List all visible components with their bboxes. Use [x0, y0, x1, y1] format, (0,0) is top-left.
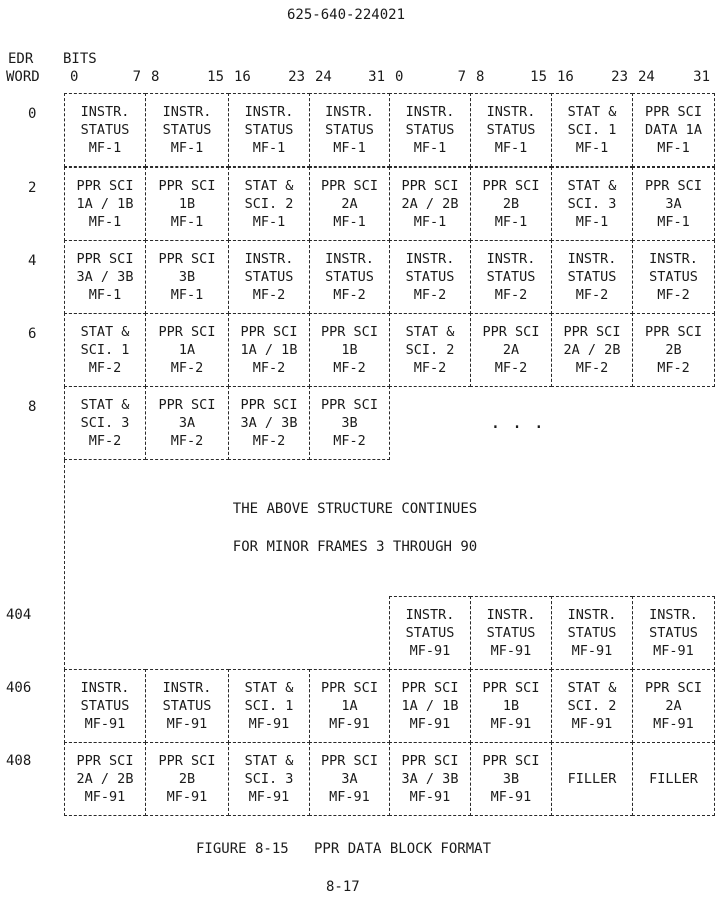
- cell-text: STAT &: [567, 104, 617, 120]
- cell-text: STATUS: [567, 625, 617, 641]
- word-cell: [551, 93, 633, 167]
- cell-text: 2A / 2B: [563, 342, 621, 358]
- word-cell: [551, 240, 633, 314]
- cell-text: SCI. 1: [244, 698, 294, 714]
- cell-text: MF-2: [252, 433, 286, 449]
- word-cell: [64, 669, 146, 743]
- word-cell: [470, 240, 552, 314]
- cell-text: PPR SCI: [482, 753, 540, 769]
- cell-text: MF-2: [333, 360, 366, 376]
- cell-text: MF-91: [248, 789, 290, 805]
- cell-text: INSTR.: [162, 680, 212, 696]
- cell-text: 3A / 3B: [401, 771, 459, 787]
- bits-header: BITS: [63, 51, 97, 67]
- word-cell: [228, 240, 310, 314]
- word-cell: [64, 167, 146, 241]
- cell-text: STAT &: [80, 397, 130, 413]
- cell-text: STATUS: [405, 122, 455, 138]
- bit-label-end: 15: [530, 69, 547, 85]
- cell-text: MF-2: [494, 287, 528, 303]
- word-cell: [309, 313, 390, 387]
- edr-word-number: 408: [6, 753, 32, 769]
- cell-text: MF-91: [409, 716, 451, 732]
- cell-text: STATUS: [649, 625, 698, 641]
- word-cell: [309, 93, 390, 167]
- word-cell: [145, 386, 229, 460]
- cell-text: STATUS: [80, 698, 130, 714]
- cell-text: STAT &: [80, 324, 130, 340]
- cell-text: INSTR.: [405, 104, 455, 120]
- cell-text: PPR SCI: [76, 753, 134, 769]
- word-cell: [145, 669, 229, 743]
- cell-text: SCI. 3: [80, 415, 130, 431]
- cell-text: INSTR.: [80, 104, 130, 120]
- cell-text: MF-1: [170, 140, 204, 156]
- cell-text: PPR SCI: [645, 104, 702, 120]
- cell-text: 3A / 3B: [76, 269, 134, 285]
- cell-text: 2B: [178, 771, 196, 787]
- figure-caption: FIGURE 8-15 PPR DATA BLOCK FORMAT: [196, 841, 492, 857]
- cell-text: STAT &: [244, 680, 294, 696]
- word-cell: [632, 742, 715, 816]
- cell-text: INSTR.: [162, 104, 212, 120]
- cell-text: MF-2: [88, 360, 122, 376]
- word-cell: [470, 313, 552, 387]
- cell-text: 2B: [665, 342, 682, 358]
- cell-text: STAT &: [244, 753, 294, 769]
- cell-text: INSTR.: [405, 607, 455, 623]
- word-cell: [145, 167, 229, 241]
- word-cell: [470, 167, 552, 241]
- word-cell: [228, 167, 310, 241]
- word-cell: [145, 742, 229, 816]
- cell-text: 1A: [341, 698, 358, 714]
- bit-label-start: 0: [70, 69, 79, 85]
- cell-text: 1B: [341, 342, 358, 358]
- cell-text: 3A / 3B: [240, 415, 298, 431]
- cell-text: 3A: [341, 771, 358, 787]
- cell-text: MF-91: [409, 789, 451, 805]
- cell-text: INSTR.: [244, 104, 294, 120]
- bit-label-start: 0: [395, 69, 404, 85]
- word-cell: [470, 596, 552, 670]
- cell-text: 3B: [341, 415, 358, 431]
- cell-text: 1A / 1B: [76, 196, 134, 212]
- word-cell: [632, 313, 715, 387]
- cell-text: STATUS: [486, 625, 536, 641]
- word-cell: [228, 313, 310, 387]
- cell-text: MF-1: [88, 287, 122, 303]
- cell-text: MF-2: [170, 433, 204, 449]
- word-cell: [389, 313, 471, 387]
- cell-text: MF-1: [575, 214, 609, 230]
- continuation-right-border: [389, 596, 390, 670]
- word-cell: [551, 167, 633, 241]
- cell-text: STATUS: [162, 122, 212, 138]
- cell-text: INSTR.: [405, 251, 455, 267]
- cell-text: 1B: [178, 196, 196, 212]
- word-cell: [145, 313, 229, 387]
- word-cell: [64, 313, 146, 387]
- bit-label-end: 23: [611, 69, 628, 85]
- cell-text: PPR SCI: [321, 178, 378, 194]
- cell-text: 1A: [178, 342, 196, 358]
- cell-text: MF-91: [653, 716, 694, 732]
- cell-text: PPR SCI: [482, 324, 540, 340]
- bit-label-start: 24: [315, 69, 332, 85]
- doc-number: 625-640-224021: [287, 7, 406, 23]
- cell-text: MF-1: [657, 214, 690, 230]
- continuation-line-1: THE ABOVE STRUCTURE CONTINUES: [232, 501, 478, 517]
- cell-text: STATUS: [244, 269, 294, 285]
- cell-text: MF-2: [170, 360, 204, 376]
- edr-word-number: 2: [28, 180, 37, 196]
- cell-text: MF-91: [248, 716, 290, 732]
- cell-text: MF-91: [653, 643, 694, 659]
- cell-text: INSTR.: [567, 607, 617, 623]
- cell-text: MF-2: [657, 360, 690, 376]
- cell-text: 2A: [665, 698, 682, 714]
- cell-text: MF-2: [252, 287, 286, 303]
- word-cell: [228, 386, 310, 460]
- cell-text: PPR SCI: [482, 680, 540, 696]
- cell-text: INSTR.: [325, 251, 374, 267]
- cell-text: STATUS: [325, 122, 374, 138]
- edr-word-number: 4: [28, 253, 37, 269]
- word-cell: [551, 669, 633, 743]
- cell-text: PPR SCI: [158, 753, 216, 769]
- cell-text: MF-91: [490, 789, 532, 805]
- cell-text: FILLER: [649, 771, 698, 787]
- cell-text: 1B: [502, 698, 520, 714]
- cell-text: INSTR.: [486, 104, 536, 120]
- cell-text: FILLER: [567, 771, 617, 787]
- cell-text: INSTR.: [649, 607, 698, 623]
- page-number: 8-17: [326, 879, 360, 895]
- cell-text: MF-1: [413, 214, 447, 230]
- word-cell: [632, 167, 715, 241]
- cell-text: PPR SCI: [482, 178, 540, 194]
- bit-label-end: 15: [207, 69, 224, 85]
- bit-label-end: 7: [132, 69, 141, 85]
- cell-text: PPR SCI: [645, 680, 702, 696]
- cell-text: MF-1: [252, 214, 286, 230]
- bit-label-start: 8: [476, 69, 485, 85]
- cell-text: PPR SCI: [158, 397, 216, 413]
- cell-text: 2A: [502, 342, 520, 358]
- cell-text: MF-2: [88, 433, 122, 449]
- cell-text: PPR SCI: [240, 324, 298, 340]
- cell-text: MF-2: [575, 360, 609, 376]
- cell-text: MF-1: [170, 214, 204, 230]
- cell-text: INSTR.: [244, 251, 294, 267]
- cell-text: MF-1: [88, 140, 122, 156]
- cell-text: INSTR.: [80, 680, 130, 696]
- cell-text: STATUS: [649, 269, 698, 285]
- word-cell: [551, 313, 633, 387]
- cell-text: MF-91: [329, 789, 370, 805]
- edr-word-number: 0: [28, 106, 37, 122]
- cell-text: STAT &: [567, 178, 617, 194]
- cell-text: MF-1: [170, 287, 204, 303]
- cell-text: PPR SCI: [321, 324, 378, 340]
- cell-text: PPR SCI: [76, 178, 134, 194]
- word-cell: [64, 742, 146, 816]
- word-header: WORD: [6, 69, 40, 85]
- word-cell: [389, 742, 471, 816]
- word-cell: [632, 669, 715, 743]
- cell-text: PPR SCI: [240, 397, 298, 413]
- cell-text: STATUS: [567, 269, 617, 285]
- bit-label-start: 24: [638, 69, 655, 85]
- word-cell: [470, 93, 552, 167]
- word-cell: [228, 742, 310, 816]
- cell-text: MF-91: [329, 716, 370, 732]
- cell-text: MF-91: [490, 643, 532, 659]
- word-cell: [309, 240, 390, 314]
- cell-text: STATUS: [405, 625, 455, 641]
- word-cell: [632, 240, 715, 314]
- cell-text: STATUS: [325, 269, 374, 285]
- word-cell: [64, 93, 146, 167]
- cell-text: SCI. 1: [80, 342, 130, 358]
- cell-text: INSTR.: [567, 251, 617, 267]
- cell-text: MF-2: [413, 287, 447, 303]
- bit-label-start: 16: [557, 69, 574, 85]
- cell-text: 1A / 1B: [240, 342, 298, 358]
- cell-text: 2A / 2B: [76, 771, 134, 787]
- cell-text: 3B: [502, 771, 520, 787]
- word-cell: [309, 386, 390, 460]
- cell-text: MF-1: [575, 140, 609, 156]
- cell-text: DATA 1A: [645, 122, 702, 138]
- cell-text: MF-2: [252, 360, 286, 376]
- bit-label-start: 16: [234, 69, 251, 85]
- continuation-left-border: [64, 460, 65, 670]
- cell-text: MF-91: [571, 643, 613, 659]
- cell-text: MF-1: [494, 214, 528, 230]
- cell-text: PPR SCI: [321, 397, 378, 413]
- word-cell: [64, 240, 146, 314]
- cell-text: SCI. 2: [405, 342, 455, 358]
- cell-text: PPR SCI: [401, 680, 459, 696]
- word-cell: [632, 93, 715, 167]
- cell-text: MF-91: [166, 716, 208, 732]
- cell-text: STATUS: [244, 122, 294, 138]
- cell-text: PPR SCI: [76, 251, 134, 267]
- cell-text: STAT &: [244, 178, 294, 194]
- word-cell: [309, 669, 390, 743]
- edr-word-number: 8: [28, 399, 37, 415]
- cell-text: SCI. 2: [567, 698, 617, 714]
- word-cell: [389, 240, 471, 314]
- cell-text: MF-1: [333, 214, 366, 230]
- cell-text: INSTR.: [325, 104, 374, 120]
- edr-word-number: 404: [6, 607, 32, 623]
- bit-label-end: 23: [288, 69, 305, 85]
- word-cell: [551, 596, 633, 670]
- cell-text: MF-1: [494, 140, 528, 156]
- cell-text: MF-2: [657, 287, 690, 303]
- bit-label-start: 8: [151, 69, 160, 85]
- cell-text: PPR SCI: [321, 753, 378, 769]
- cell-text: MF-1: [88, 214, 122, 230]
- continuation-line-2: FOR MINOR FRAMES 3 THROUGH 90: [232, 539, 478, 555]
- edr-header: EDR: [8, 51, 34, 67]
- cell-text: STATUS: [486, 269, 536, 285]
- cell-text: STATUS: [486, 122, 536, 138]
- edr-word-number: 406: [6, 680, 32, 696]
- word-cell: [309, 742, 390, 816]
- word-cell: [228, 93, 310, 167]
- cell-text: 3B: [178, 269, 196, 285]
- bit-label-end: 31: [693, 69, 710, 85]
- cell-text: INSTR.: [649, 251, 698, 267]
- word-cell: [389, 596, 471, 670]
- word-cell: [470, 669, 552, 743]
- cell-text: PPR SCI: [563, 324, 621, 340]
- cell-text: PPR SCI: [401, 753, 459, 769]
- cell-text: PPR SCI: [158, 324, 216, 340]
- ellipsis: . . .: [490, 412, 545, 433]
- cell-text: PPR SCI: [645, 178, 702, 194]
- cell-text: MF-1: [333, 140, 366, 156]
- cell-text: 2A / 2B: [401, 196, 459, 212]
- cell-text: 2B: [502, 196, 520, 212]
- cell-text: MF-91: [571, 716, 613, 732]
- word-cell: [470, 742, 552, 816]
- cell-text: 1A / 1B: [401, 698, 459, 714]
- cell-text: PPR SCI: [321, 680, 378, 696]
- cell-text: PPR SCI: [645, 324, 702, 340]
- cell-text: STAT &: [567, 680, 617, 696]
- cell-text: MF-91: [490, 716, 532, 732]
- word-cell: [64, 386, 146, 460]
- cell-text: MF-2: [413, 360, 447, 376]
- word-cell: [228, 669, 310, 743]
- word-cell: [389, 93, 471, 167]
- edr-word-number: 6: [28, 326, 37, 342]
- word-cell: [309, 167, 390, 241]
- word-cell: [551, 742, 633, 816]
- cell-text: INSTR.: [486, 251, 536, 267]
- cell-text: SCI. 3: [244, 771, 294, 787]
- cell-text: MF-2: [494, 360, 528, 376]
- word-cell: [389, 167, 471, 241]
- word-cell: [389, 669, 471, 743]
- cell-text: MF-91: [166, 789, 208, 805]
- cell-text: SCI. 2: [244, 196, 294, 212]
- word-cell: [145, 93, 229, 167]
- cell-text: MF-2: [333, 287, 366, 303]
- cell-text: 3A: [665, 196, 682, 212]
- bit-label-end: 31: [368, 69, 385, 85]
- cell-text: MF-2: [575, 287, 609, 303]
- cell-text: MF-2: [333, 433, 366, 449]
- cell-text: STATUS: [405, 269, 455, 285]
- cell-text: MF-91: [84, 716, 126, 732]
- cell-text: PPR SCI: [158, 251, 216, 267]
- cell-text: 3A: [178, 415, 196, 431]
- cell-text: 2A: [341, 196, 358, 212]
- cell-text: STATUS: [162, 698, 212, 714]
- cell-text: MF-1: [657, 140, 690, 156]
- cell-text: MF-1: [413, 140, 447, 156]
- cell-text: STATUS: [80, 122, 130, 138]
- cell-text: SCI. 1: [567, 122, 617, 138]
- cell-text: MF-91: [84, 789, 126, 805]
- cell-text: INSTR.: [486, 607, 536, 623]
- cell-text: STAT &: [405, 324, 455, 340]
- cell-text: MF-91: [409, 643, 451, 659]
- word-cell: [145, 240, 229, 314]
- bit-label-end: 7: [457, 69, 466, 85]
- cell-text: PPR SCI: [158, 178, 216, 194]
- cell-text: MF-1: [252, 140, 286, 156]
- cell-text: SCI. 3: [567, 196, 617, 212]
- word-cell: [632, 596, 715, 670]
- cell-text: PPR SCI: [401, 178, 459, 194]
